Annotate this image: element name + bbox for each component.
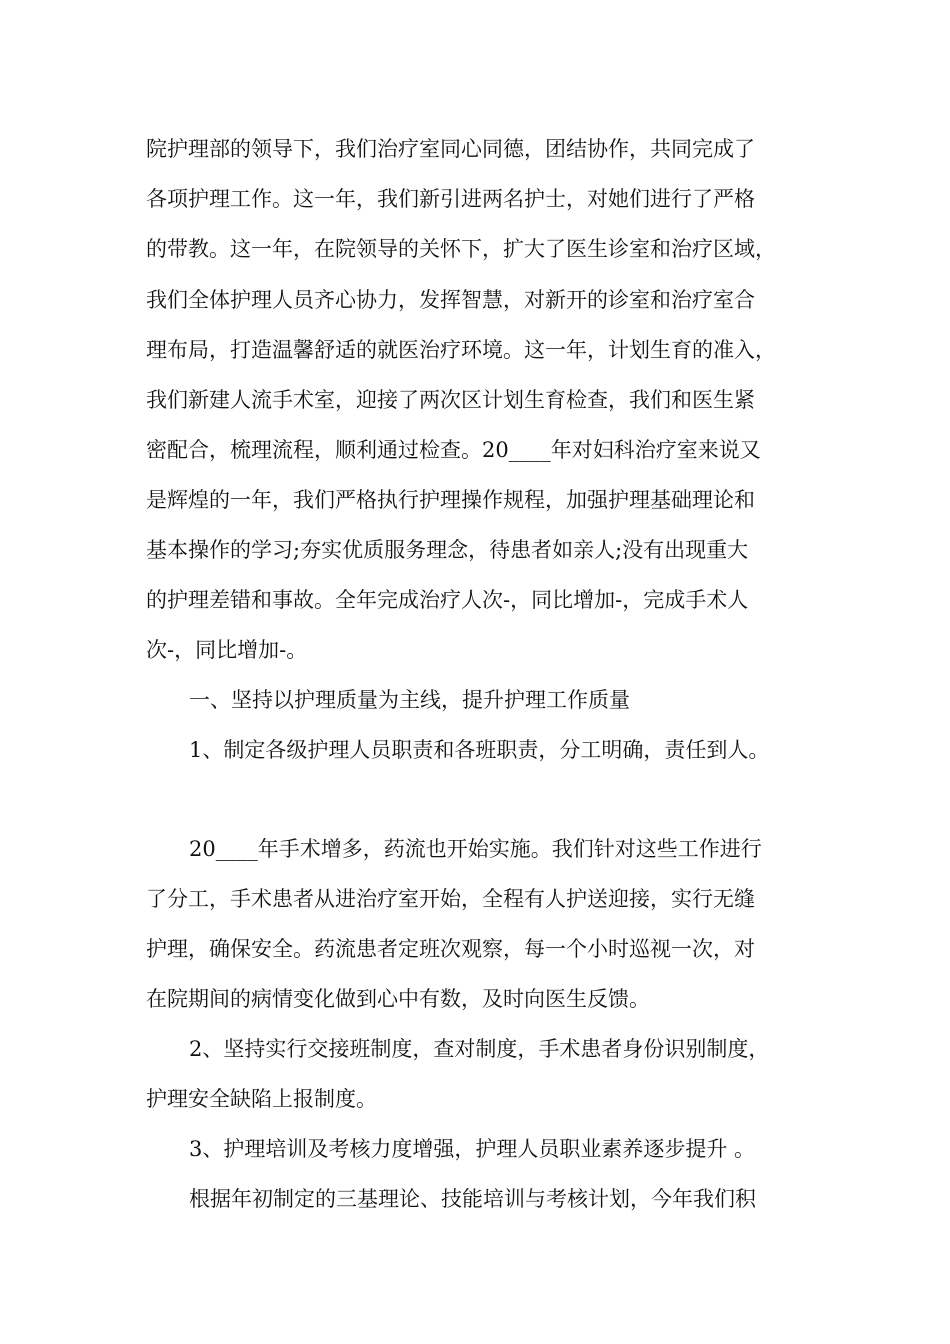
paragraph-line: 的护理差错和事故。全年完成治疗人次-，同比增加-，完成手术人 [146,588,749,612]
section-heading: 一、坚持以护理质量为主线，提升护理工作质量 [189,688,630,712]
paragraph-line: 我们全体护理人员齐心协力，发挥智慧，对新开的诊室和治疗室合 [146,288,755,312]
paragraph-line: 根据年初制定的三基理论、技能培训与考核计划，今年我们积 [189,1187,756,1211]
paragraph-line: 密配合，梳理流程，顺利通过检查。20____年对妇科治疗室来说又 [146,438,761,462]
paragraph-line: 20____年手术增多，药流也开始实施。我们针对这些工作进行 [189,837,762,861]
paragraph-line: 了分工，手术患者从进治疗室开始，全程有人护送迎接，实行无缝 [146,887,755,911]
paragraph-line: 护理安全缺陷上报制度。 [146,1087,377,1111]
paragraph-line: 的带教。这一年，在院领导的关怀下，扩大了医生诊室和治疗区域， [146,237,776,261]
paragraph-line: 理布局，打造温馨舒适的就医治疗环境。这一年，计划生育的准入， [146,338,776,362]
paragraph-line: 各项护理工作。这一年，我们新引进两名护士，对她们进行了严格 [146,187,755,211]
paragraph-line: 是辉煌的一年，我们严格执行护理操作规程，加强护理基础理论和 [146,488,755,512]
paragraph-line: 在院期间的病情变化做到心中有数，及时向医生反馈。 [146,987,650,1011]
paragraph-line: 护理，确保安全。药流患者定班次观察，每一个小时巡视一次，对 [146,937,755,961]
list-item: 2、坚持实行交接班制度，查对制度，手术患者身份识别制度， [189,1037,770,1061]
paragraph-line: 院护理部的领导下，我们治疗室同心同德，团结协作，共同完成了 [146,137,755,161]
paragraph-line: 次-，同比增加-。 [146,638,308,662]
paragraph-line: 我们新建人流手术室，迎接了两次区计划生育检查，我们和医生紧 [146,388,755,412]
list-item: 1、制定各级护理人员职责和各班职责，分工明确，责任到人。 [189,738,770,762]
paragraph-line: 基本操作的学习;夯实优质服务理念，待患者如亲人;没有出现重大 [146,538,749,562]
list-item: 3、护理培训及考核力度增强，护理人员职业素养逐步提升 。 [189,1137,756,1161]
